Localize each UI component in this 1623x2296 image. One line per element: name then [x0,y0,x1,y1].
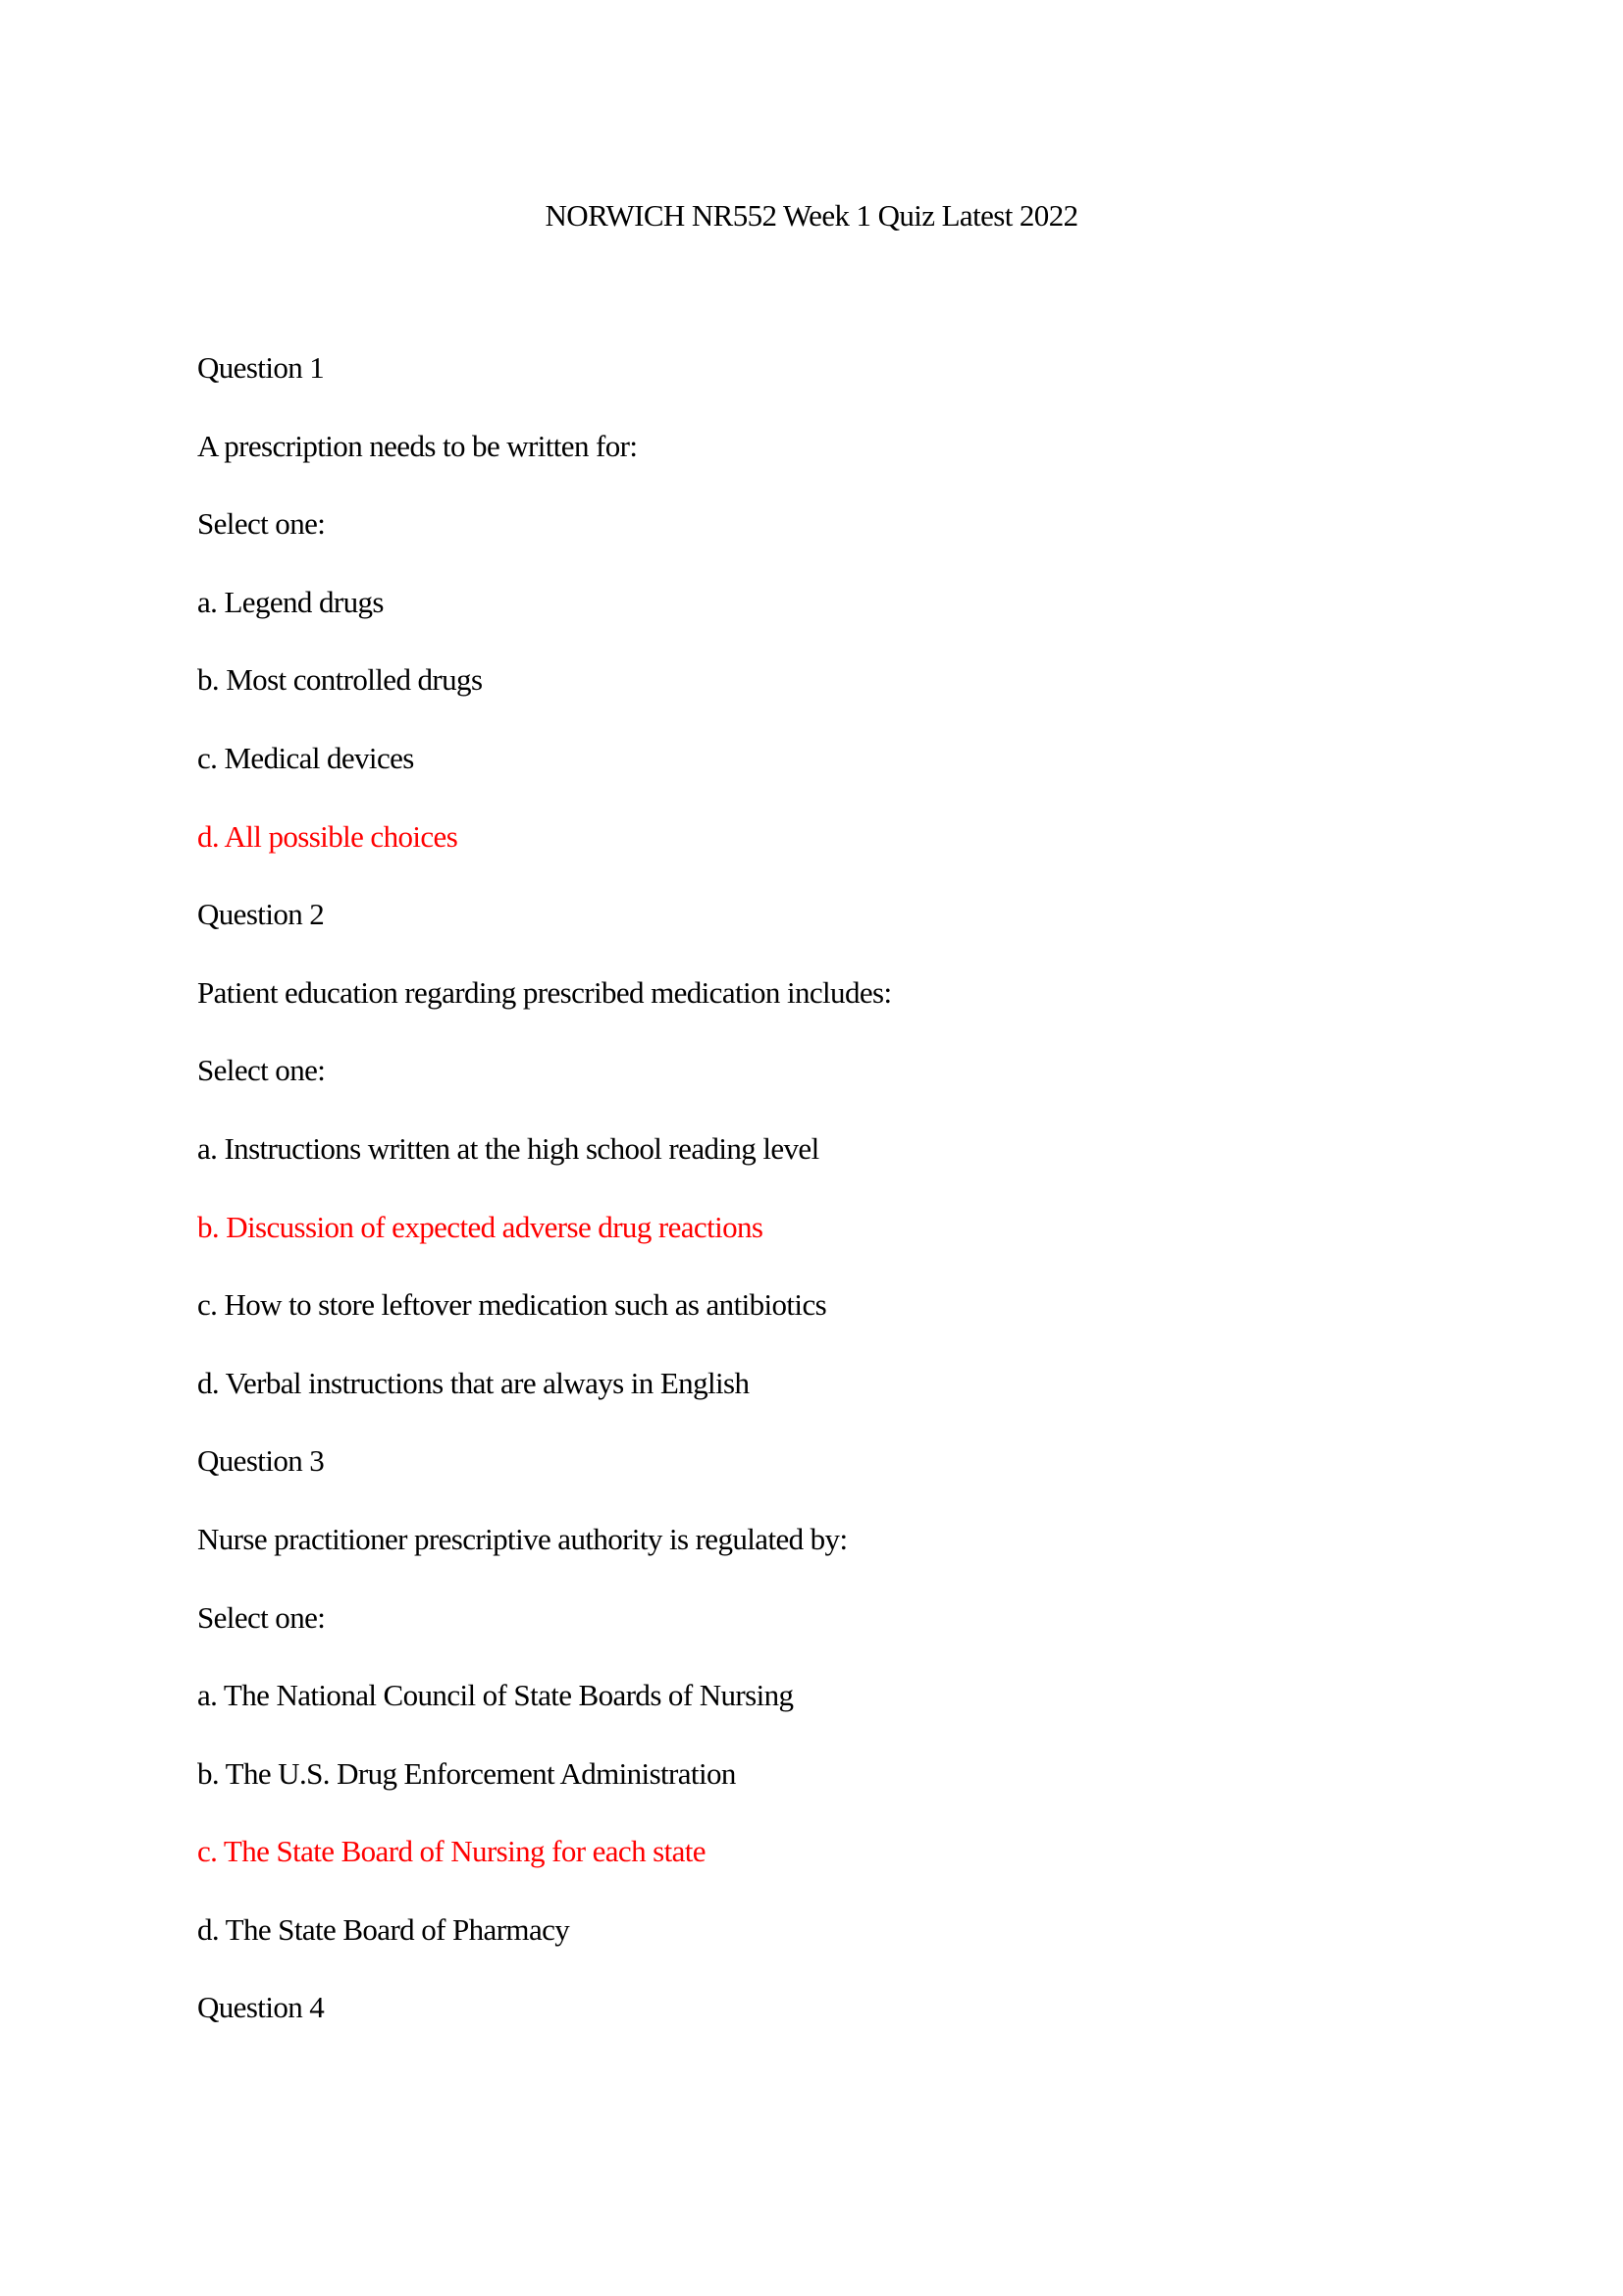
question-heading: Question 4 [197,1990,325,2025]
question-heading: Question 1 [197,350,325,385]
question-text: Patient education regarding prescribed medication includes: [197,974,892,1010]
option: b. Most controlled drugs [197,662,483,698]
instruction: Select one: [197,1599,326,1635]
option: a. The National Council of State Boards of Nursing [197,1678,794,1713]
question-text: Nurse practitioner prescriptive authority is regulated by: [197,1521,848,1556]
question-text: A prescription needs to be written for: [197,428,638,463]
option: c. Medical devices [197,740,414,775]
document-title: NORWICH NR552 Week 1 Quiz Latest 2022 [545,198,1078,233]
instruction: Select one: [197,506,326,542]
option: a. Instructions written at the high school reading level [197,1130,819,1166]
option: b. The U.S. Drug Enforcement Administration [197,1755,736,1791]
question-heading: Question 2 [197,897,325,932]
correct-answer-option: d. All possible choices [197,818,458,854]
option: a. Legend drugs [197,584,384,619]
correct-answer-option: c. The State Board of Nursing for each state [197,1834,706,1869]
option: d. The State Board of Pharmacy [197,1911,570,1947]
correct-answer-option: b. Discussion of expected adverse drug reactions [197,1209,763,1244]
quiz-content [197,346,891,2064]
question-heading: Question 3 [197,1443,325,1479]
option: c. How to store leftover medication such as antibiotics [197,1287,827,1323]
option: d. Verbal instructions that are always in English [197,1365,750,1400]
instruction: Select one: [197,1053,326,1088]
